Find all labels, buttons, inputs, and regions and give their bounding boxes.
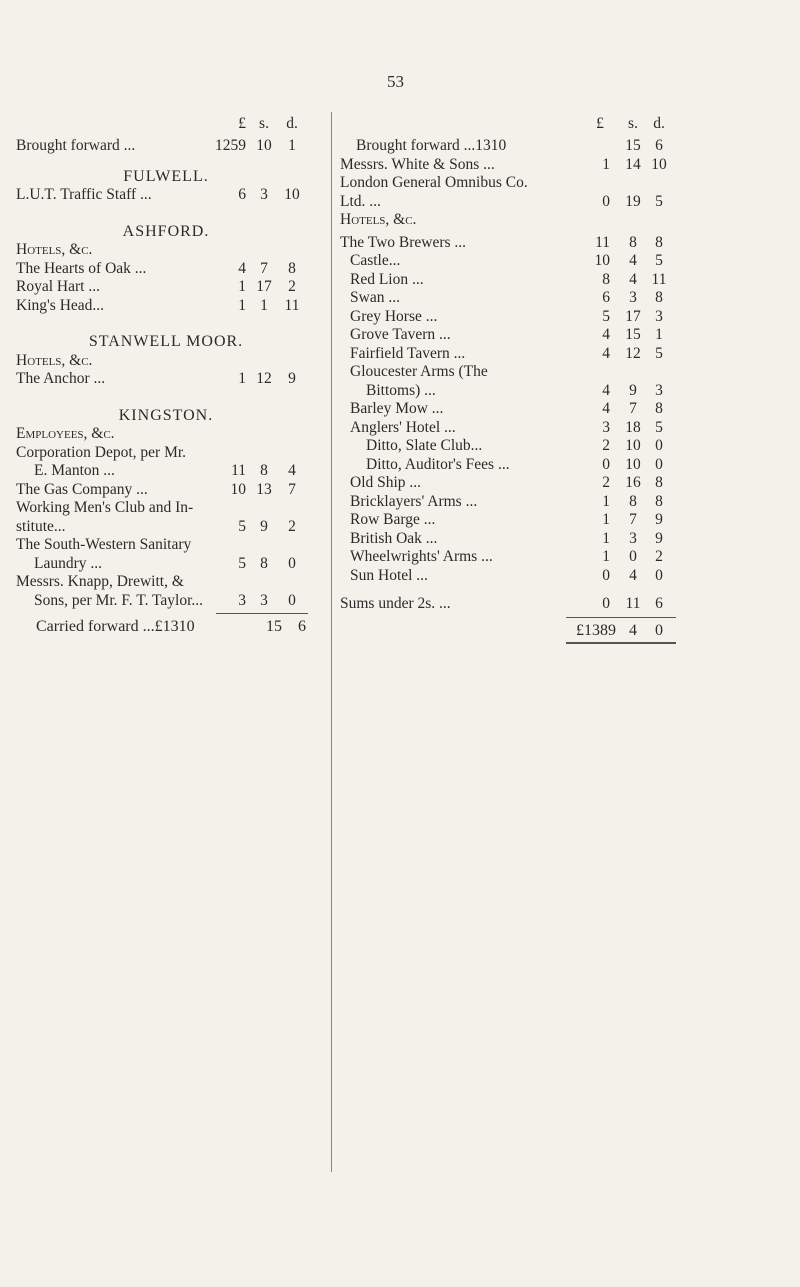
- ledger-row: Working Men's Club and In-: [16, 499, 194, 516]
- section-ashford: ASHFORD.: [122, 222, 210, 240]
- ledger-row: British Oak ... 1 3 9: [350, 529, 663, 547]
- ledger-row: Grove Tavern ... 4 15 1: [350, 326, 663, 343]
- ledger-row: Ditto, Auditor's Fees ... 0 10 0: [366, 455, 663, 473]
- shilling-header: s.: [628, 115, 638, 132]
- shilling-header: s.: [259, 115, 269, 132]
- ashford-subtitle: Hotels, &c.: [16, 241, 93, 258]
- ledger-row: Corporation Depot, per Mr.: [16, 443, 187, 461]
- ledger-row: stitute... 5 9 2: [16, 517, 296, 535]
- ledger-row: King's Head... 1 1 11: [16, 296, 300, 314]
- ledger-row: Gloucester Arms (The: [350, 363, 488, 380]
- ledger-row: Red Lion ... 8 4 11: [350, 270, 667, 288]
- double-rule: [566, 642, 676, 644]
- ledger-row: Anglers' Hotel ... 3 18 5: [350, 418, 663, 436]
- total-rule: [216, 613, 308, 614]
- pence-header: d.: [286, 115, 298, 132]
- section-fulwell: FULWELL.: [123, 167, 209, 185]
- section-kingston: KINGSTON.: [118, 406, 214, 424]
- ledger-row: Row Barge ... 1 7 9: [350, 511, 663, 528]
- ledger-row: The Gas Company ... 10 13 7: [16, 480, 296, 498]
- right-brought-forward: Brought forward ...1310 15 6: [356, 137, 663, 154]
- ledger-row: Bricklayers' Arms ... 1 8 8: [350, 492, 663, 510]
- right-currency-header: [340, 115, 780, 137]
- hotels-subtitle: Hotels, &c.: [340, 211, 417, 228]
- ledger-row: Sun Hotel ... 0 4 0: [350, 566, 663, 584]
- ledger-row: Old Ship ... 2 16 8: [350, 474, 663, 491]
- ledger-row: Ditto, Slate Club... 2 10 0: [366, 437, 663, 454]
- ledger-row: Fairfield Tavern ... 4 12 5: [350, 344, 663, 362]
- ledger-row: Bittoms) ... 4 9 3: [366, 381, 663, 399]
- kingston-subtitle: Employees, &c.: [16, 425, 115, 442]
- pound-header: £: [596, 115, 604, 132]
- ledger-row: Laundry ... 5 8 0: [34, 554, 296, 572]
- pound-header: £: [238, 115, 246, 132]
- ledger-row: Messrs. White & Sons ... 1 14 10: [340, 155, 667, 173]
- left-carried-forward: Carried forward ...£1310 15 6: [36, 618, 306, 635]
- pence-header: d.: [653, 115, 665, 132]
- ledger-row: Barley Mow ... 4 7 8: [350, 400, 663, 417]
- ledger-row: London General Omnibus Co.: [340, 174, 528, 191]
- hotels-list: [340, 234, 780, 586]
- ledger-row: Ltd. ... 0 19 5: [340, 192, 663, 210]
- left-brought-forward: Brought forward ... 1259 10 1: [16, 137, 296, 154]
- ledger-row: Sums under 2s. ... 0 11 6: [340, 595, 663, 612]
- ledger-row: Grey Horse ... 5 17 3: [350, 307, 663, 325]
- left-currency-header: [16, 115, 316, 137]
- ledger-row: Swan ... 6 3 8: [350, 289, 663, 306]
- section-stanwell-moor: STANWELL MOOR.: [88, 333, 244, 350]
- ledger-row: Wheelwrights' Arms ... 1 0 2: [350, 548, 663, 565]
- ledger-row: Sons, per Mr. F. T. Taylor... 3 3 0: [34, 591, 296, 609]
- total-rule: [566, 617, 676, 618]
- grand-total: £1389 4 0: [576, 621, 663, 639]
- ledger-row: L.U.T. Traffic Staff ... 6 3 10: [16, 186, 300, 203]
- column-divider: [331, 112, 332, 1172]
- ledger-row: The Hearts of Oak ... 4 7 8: [16, 259, 296, 277]
- ledger-row: Royal Hart ... 1 17 2: [16, 278, 296, 295]
- ledger-row: The Two Brewers ... 11 8 8: [340, 233, 663, 251]
- ledger-row: The Anchor ... 1 12 9: [16, 370, 296, 387]
- ledger-row: The South-Western Sanitary: [16, 536, 192, 553]
- ledger-row: Castle... 10 4 5: [350, 252, 663, 269]
- stanwell-subtitle: Hotels, &c.: [16, 351, 93, 369]
- left-column: [16, 115, 316, 637]
- ledger-row: Messrs. Knapp, Drewitt, &: [16, 573, 184, 590]
- right-column: [340, 115, 780, 646]
- page-number: 53: [387, 72, 404, 91]
- ledger-row: E. Manton ... 11 8 4: [34, 462, 296, 479]
